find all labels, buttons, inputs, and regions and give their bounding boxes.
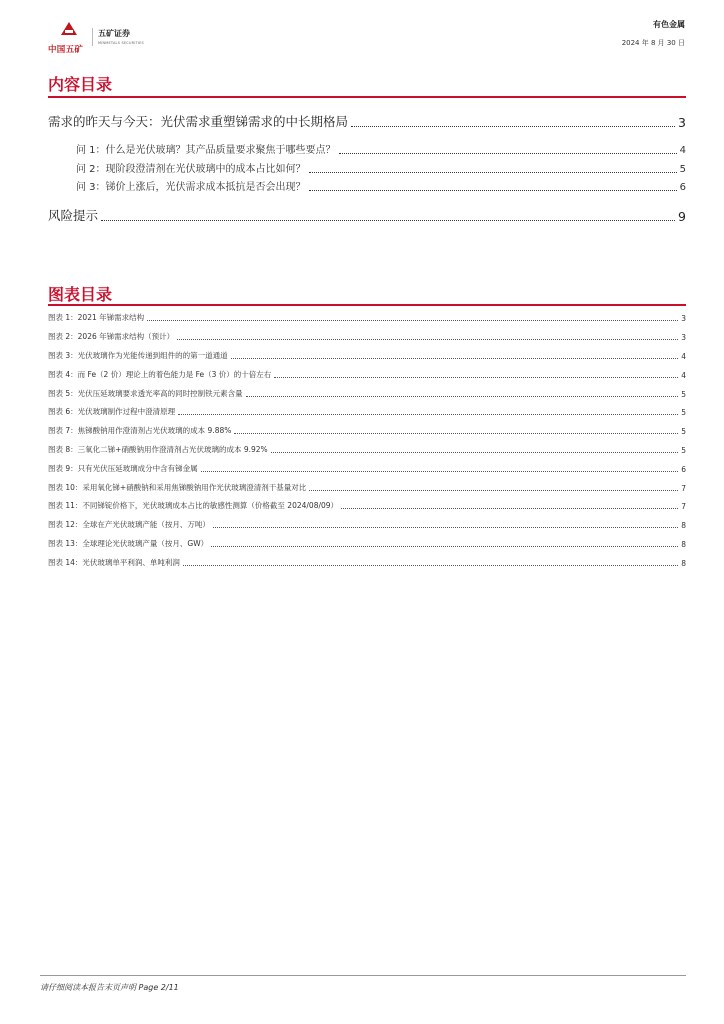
- logo-wk-cn: 五矿证券: [98, 29, 130, 38]
- figure-entry[interactable]: [48, 425, 686, 436]
- figure-entry-page: 5: [681, 408, 686, 417]
- toc-title: 内容目录: [48, 75, 113, 94]
- toc-entry-label: 需求的昨天与今天：光伏需求重塑锑需求的中长期格局: [48, 114, 349, 129]
- figure-entry-page: 4: [681, 371, 686, 380]
- figure-entry[interactable]: [48, 482, 686, 493]
- leader-dots: [271, 451, 679, 453]
- figure-entry-label: 图表 7：焦锑酸钠用作澄清剂占光伏玻璃的成本 9.88%: [48, 426, 232, 435]
- figure-entry-label: 图表 6：光伏玻璃制作过程中澄清原理: [48, 407, 176, 416]
- figure-entry[interactable]: [48, 369, 686, 380]
- toc-entry-page: 4: [679, 145, 686, 156]
- figure-entry[interactable]: [48, 331, 686, 342]
- toc-entry-label: 问 3：锑价上涨后，光伏需求成本抵抗是否会出现？: [76, 182, 306, 193]
- leader-dots: [309, 189, 677, 191]
- toc-entry[interactable]: [48, 206, 686, 224]
- toc-entry-page: 9: [678, 209, 686, 224]
- figure-entry-label: 图表 11：不同锑锭价格下，光伏玻璃成本占比的敏感性测算（价格截至 2024/08/09）: [48, 501, 339, 510]
- logo-divider: [92, 28, 93, 46]
- figures-rule: [48, 304, 686, 306]
- figure-entry[interactable]: [48, 463, 686, 474]
- leader-dots: [351, 125, 675, 127]
- figure-entry[interactable]: [48, 444, 686, 455]
- china-minmetals-logo: [48, 20, 90, 56]
- leader-dots: [147, 319, 678, 321]
- figure-entry-label: 图表 5：光伏压延玻璃要求透光率高的同时控制铁元素含量: [48, 389, 243, 398]
- toc-entry-label: 问 1：什么是光伏玻璃？其产品质量要求聚焦于哪些要点？: [76, 145, 336, 156]
- figure-entry-label: 图表 3：光伏玻璃作为光能传递到组件的的第一道通道: [48, 351, 228, 360]
- leader-dots: [183, 564, 678, 566]
- footer-rule: [40, 975, 686, 976]
- report-date: 2024 年 8 月 30 日: [621, 39, 685, 47]
- leader-dots: [246, 395, 679, 397]
- figure-entry[interactable]: [48, 388, 686, 399]
- leader-dots: [339, 152, 677, 154]
- figure-entry-page: 4: [681, 352, 686, 361]
- figure-entry-page: 8: [681, 559, 686, 568]
- figure-entry[interactable]: [48, 519, 686, 530]
- figure-entry-page: 5: [681, 446, 686, 455]
- leader-dots: [274, 376, 678, 378]
- figure-entry[interactable]: [48, 538, 686, 549]
- figure-entry-page: 3: [681, 333, 686, 342]
- figures-title: 图表目录: [48, 285, 113, 304]
- leader-dots: [341, 507, 678, 509]
- leader-dots: [231, 357, 679, 359]
- toc-entry[interactable]: [76, 178, 686, 193]
- leader-dots: [309, 489, 678, 491]
- figure-entry-page: 7: [681, 502, 686, 511]
- logo-cnm-text: 中国五矿: [48, 45, 84, 55]
- footer-disclaimer: 请仔细阅读本报告末页声明 Page 2/11: [40, 983, 179, 992]
- toc-entry-page: 6: [679, 182, 686, 193]
- figure-entry-label: 图表 8：三氧化二锑+硝酸钠用作澄清剂占光伏玻璃的成本 9.92%: [48, 445, 268, 454]
- figure-entry-page: 8: [681, 540, 686, 549]
- figure-entry-label: 图表 10：采用氧化锑+硝酸钠和采用焦锑酸钠用作光伏玻璃澄清剂干基量对比: [48, 483, 307, 492]
- figure-entry-label: 图表 14：光伏玻璃单平利润、单吨利润: [48, 558, 180, 567]
- figure-entry-page: 3: [681, 314, 686, 323]
- minmetals-emblem-icon: [60, 20, 78, 36]
- leader-dots: [213, 526, 678, 528]
- figure-entry[interactable]: [48, 312, 686, 323]
- figure-entry-page: 8: [681, 521, 686, 530]
- toc-rule: [48, 96, 686, 98]
- leader-dots: [177, 338, 678, 340]
- leader-dots: [101, 219, 675, 221]
- figure-entry-label: 图表 12：全球在产光伏玻璃产能（按月、万吨）: [48, 520, 210, 529]
- logo-wk-en: MINMETALS SECURITIES: [98, 41, 144, 45]
- toc-entry-page: 3: [678, 115, 686, 130]
- industry-label: 有色金属: [653, 20, 685, 29]
- leader-dots: [234, 432, 678, 434]
- figure-entry-page: 7: [681, 484, 686, 493]
- toc-entry-label: 风险提示: [48, 208, 99, 223]
- toc-entry[interactable]: [76, 160, 686, 175]
- leader-dots: [178, 413, 678, 415]
- toc-entry-page: 5: [679, 164, 686, 175]
- toc-entry[interactable]: [76, 141, 686, 156]
- leader-dots: [201, 470, 679, 472]
- figure-entry-label: 图表 2：2026 年锑需求结构（预计）: [48, 332, 175, 341]
- figure-entry-page: 5: [681, 390, 686, 399]
- leader-dots: [309, 171, 677, 173]
- figure-entry-label: 图表 9：只有光伏压延玻璃成分中含有锑金属: [48, 464, 198, 473]
- figure-entry[interactable]: [48, 500, 686, 511]
- figure-entry-label: 图表 4：而 Fe（2 价）理论上的着色能力是 Fe（3 价）的十倍左右: [48, 370, 272, 379]
- figure-entry[interactable]: [48, 557, 686, 568]
- figure-entry-page: 5: [681, 427, 686, 436]
- figure-entry-label: 图表 1：2021 年锑需求结构: [48, 313, 145, 322]
- leader-dots: [211, 545, 678, 547]
- figure-entry-page: 6: [681, 465, 686, 474]
- toc-entry-label: 问 2：现阶段澄清剂在光伏玻璃中的成本占比如何？: [76, 164, 306, 175]
- figure-entry[interactable]: [48, 350, 686, 361]
- toc-entry[interactable]: [48, 112, 686, 130]
- figure-entry-label: 图表 13：全球理论光伏玻璃产量（按月、GW）: [48, 539, 209, 548]
- minmetals-securities-logo: [98, 28, 144, 45]
- page-header: [0, 0, 724, 70]
- figure-entry[interactable]: [48, 406, 686, 417]
